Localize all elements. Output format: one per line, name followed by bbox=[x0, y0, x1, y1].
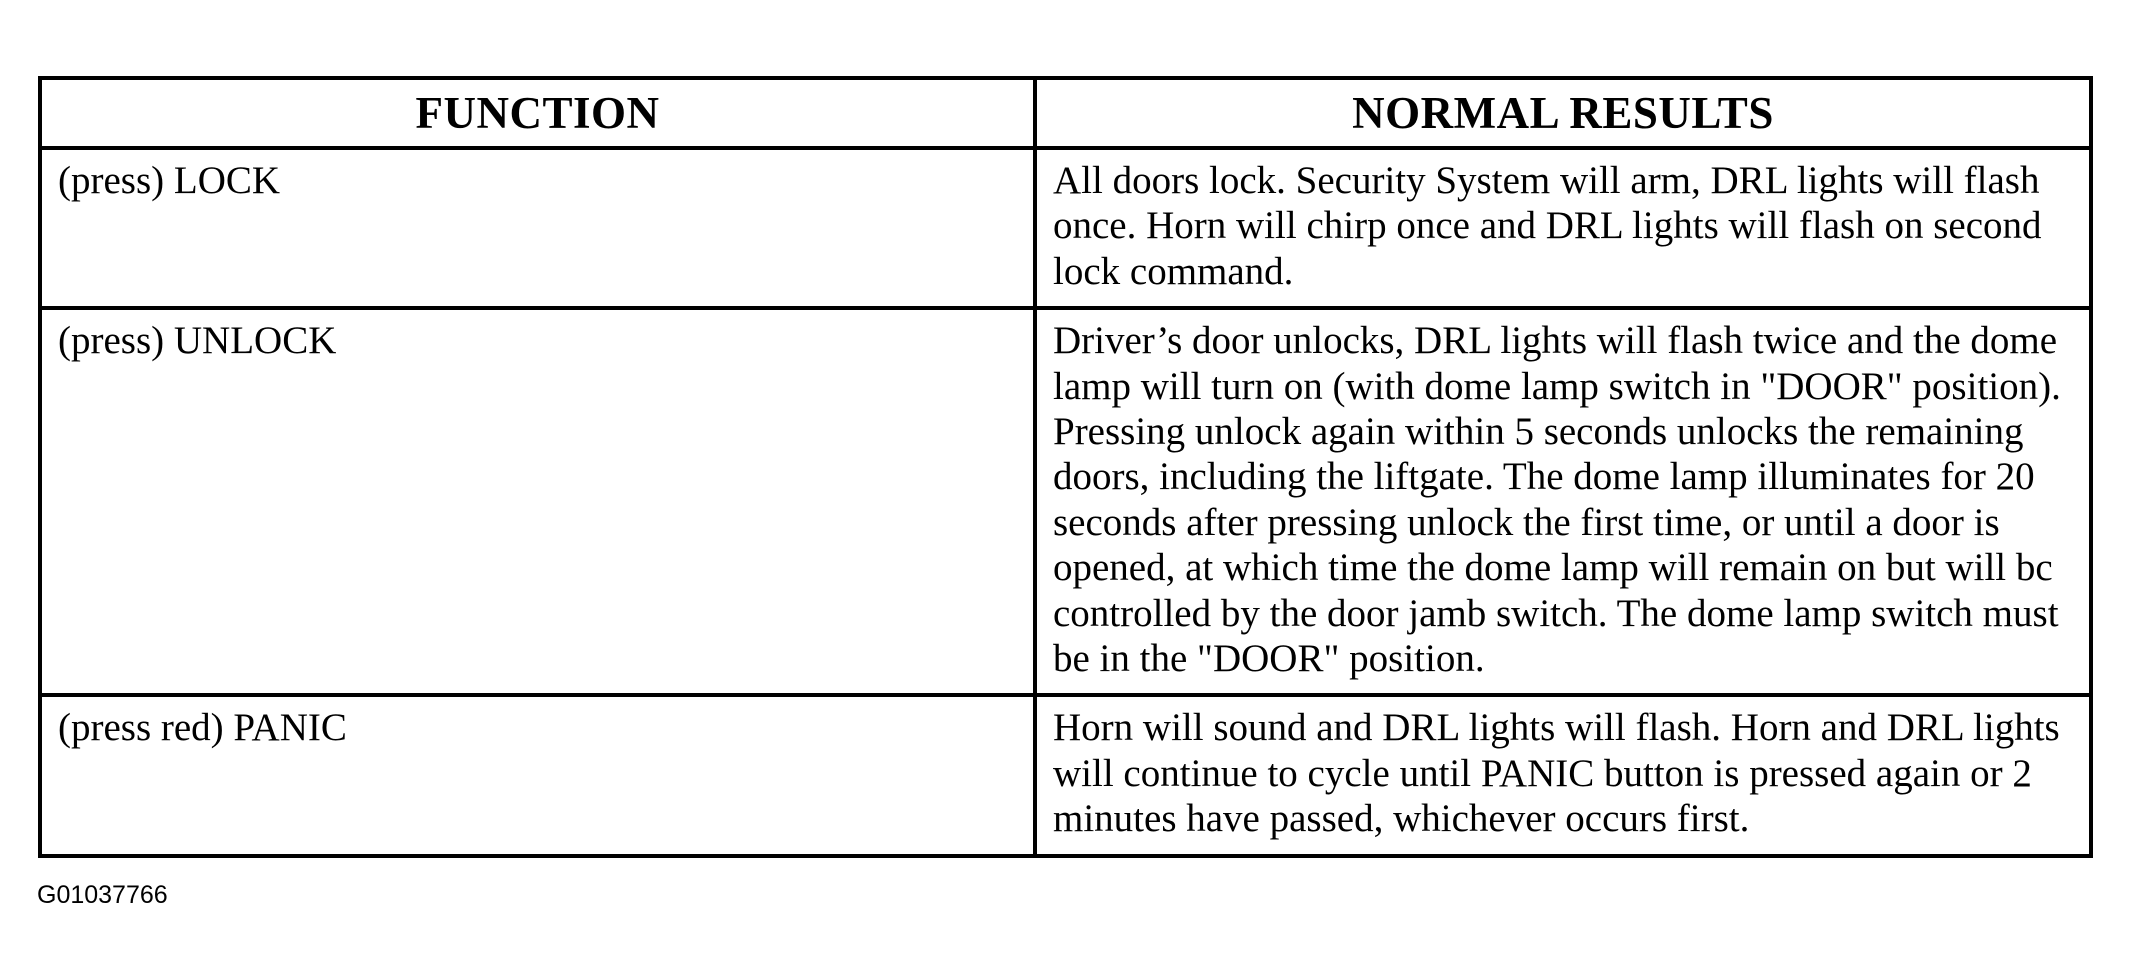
table-row bbox=[40, 308, 2091, 695]
function-results-table bbox=[38, 76, 2093, 858]
table-row bbox=[40, 695, 2091, 855]
table-row bbox=[40, 148, 2091, 308]
figure-id-label: G01037766 bbox=[37, 881, 168, 909]
function-cell: (press red) PANIC bbox=[40, 695, 1035, 855]
column-header-normal-results: NORMAL RESULTS bbox=[1035, 78, 2091, 148]
function-cell: (press) LOCK bbox=[40, 148, 1035, 308]
function-cell: (press) UNLOCK bbox=[40, 308, 1035, 695]
normal-results-cell: All doors lock. Security System will arm, DRL lights will flash once. Horn will chirp once and DRL lights will flash on second lock command. bbox=[1035, 148, 2091, 308]
normal-results-cell: Horn will sound and DRL lights will flash. Horn and DRL lights will continue to cycle until PANIC button is pressed again or 2 minutes have passed, whichever occurs first. bbox=[1035, 695, 2091, 855]
column-header-function: FUNCTION bbox=[40, 78, 1035, 148]
normal-results-cell: Driver’s door unlocks, DRL lights will flash twice and the dome lamp will turn on (with dome lamp switch in "DOOR" position). Pressing unlock again within 5 seconds unlocks the remaining doors, including the liftgate. The dome lamp illuminates for 20 seconds after pressing unlock the first time, or until a door is opened, at which time the dome lamp will remain on but will bc controlled by the door jamb switch. The dome lamp switch must be in the "DOOR" position. bbox=[1035, 308, 2091, 695]
table-header-row bbox=[40, 78, 2091, 148]
